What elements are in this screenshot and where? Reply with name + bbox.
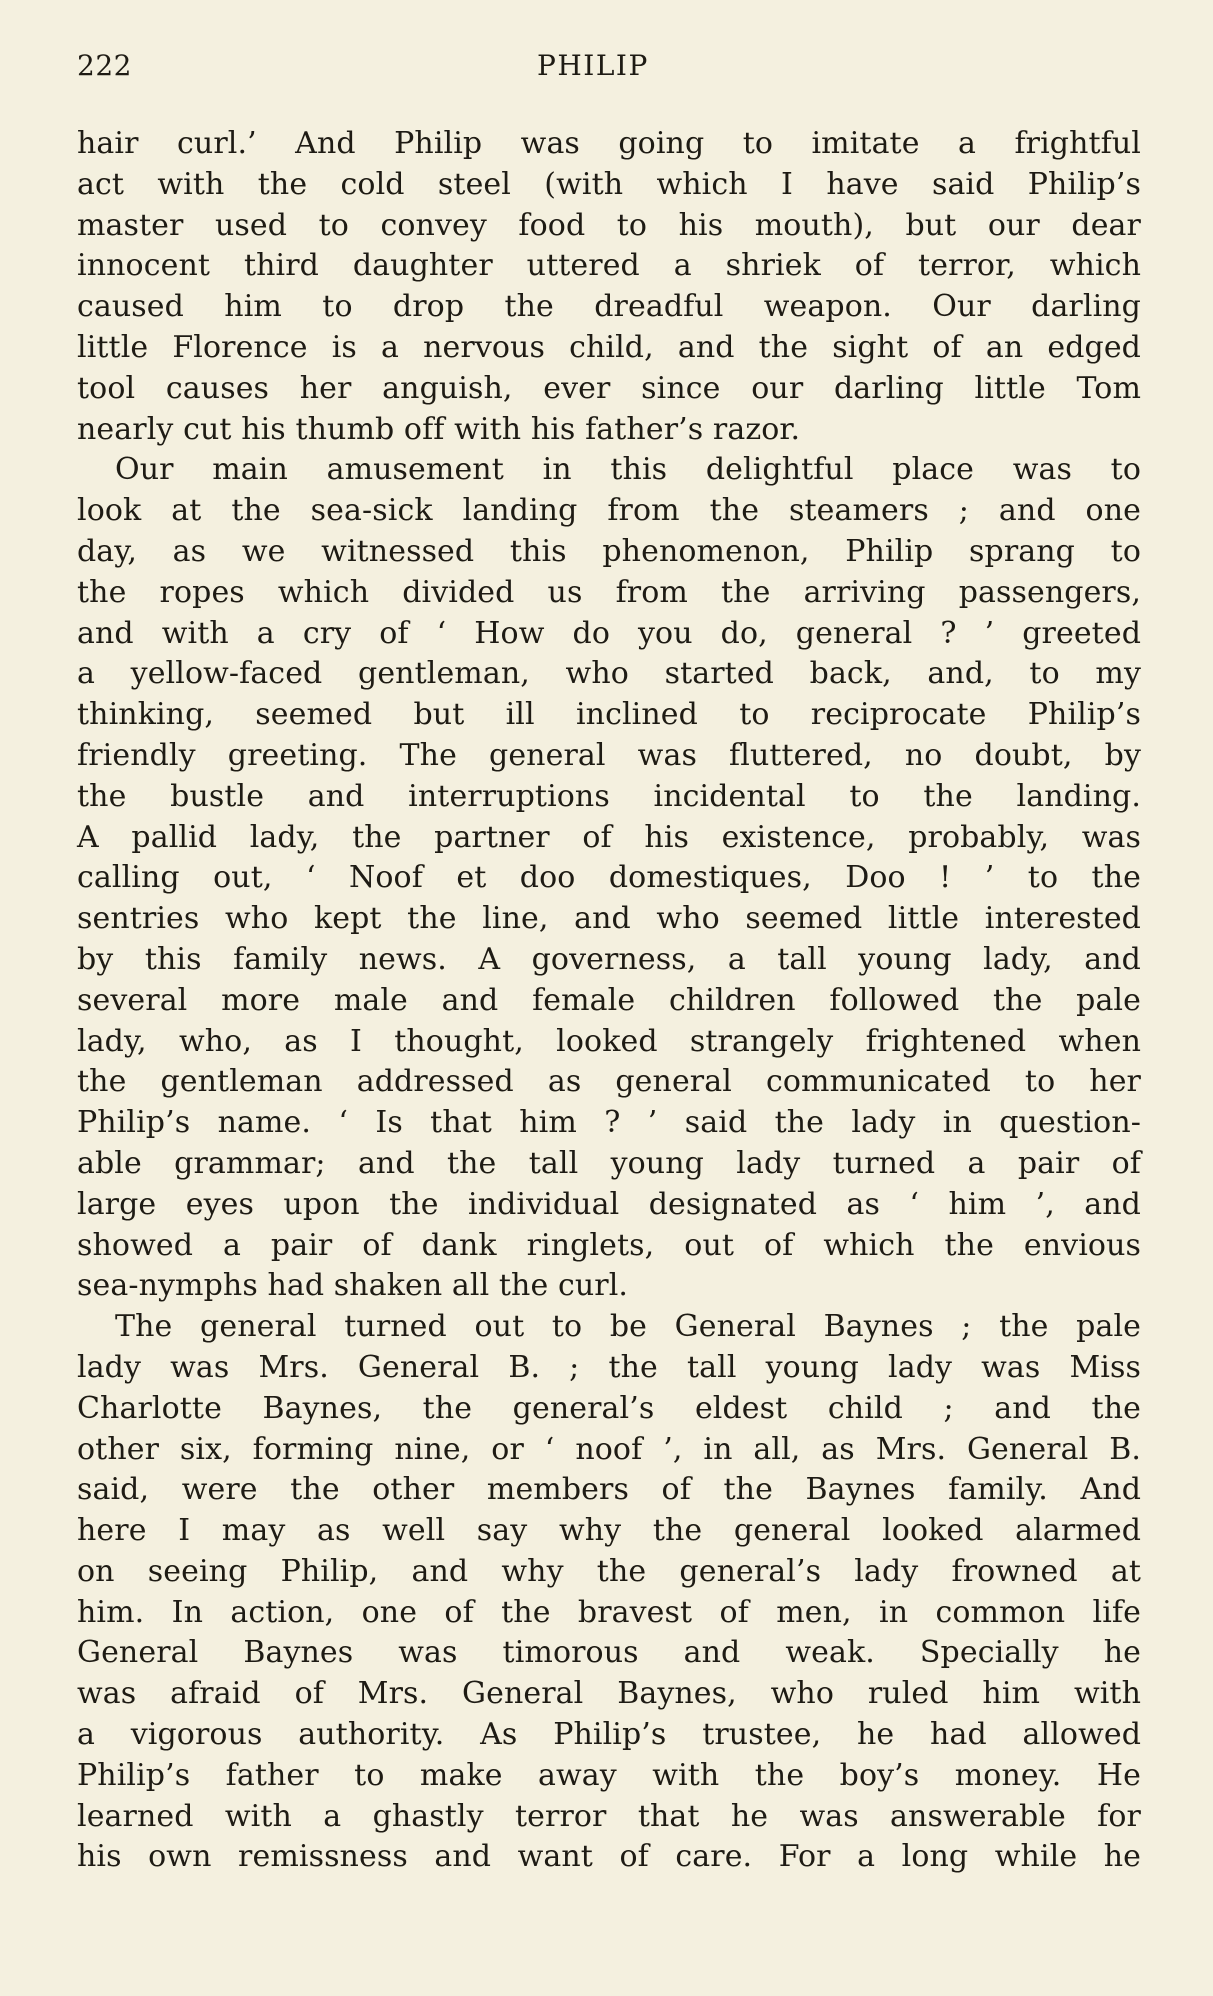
page-number: 222 [77,49,132,82]
text-line: learned with a ghastly terror that he was answerable for [77,1798,1141,1834]
text-line: General Baynes was timorous and weak. Specially he [77,1635,1141,1671]
text-line: lady, who, as I thought, looked strangely frightened when [77,1023,1141,1059]
body-text [77,124,1141,1878]
text-line: the ropes which divided us from the arriving passengers, [77,574,1141,610]
paragraph [77,450,1141,1307]
text-line: said, were the other members of the Baynes family. And [77,1472,1141,1508]
text-line: Philip’s name. ‘ Is that him ? ’ said the lady in question- [77,1105,1141,1141]
text-line: was afraid of Mrs. General Baynes, who ruled him with [77,1676,1141,1712]
text-line: caused him to drop the dreadful weapon. Our darling [77,289,1141,325]
text-line: a vigorous authority. As Philip’s trustee, he had allowed [77,1717,1141,1753]
text-line: thinking, seemed but ill inclined to reciprocate Philip’s [77,697,1141,733]
text-line: day, as we witnessed this phenomenon, Philip sprang to [77,533,1141,569]
running-head [77,46,1141,86]
text-line: several more male and female children followed the pale [77,982,1141,1018]
text-line: tool causes her anguish, ever since our darling little Tom [77,370,1141,406]
text-line: nearly cut his thumb off with his father’s razor. [77,411,801,447]
text-line: sea-nymphs had shaken all the curl. [77,1268,629,1304]
text-line: Philip’s father to make away with the boy’s money. He [77,1757,1141,1793]
text-line: showed a pair of dank ringlets, out of which the envious [77,1227,1141,1263]
text-line: large eyes upon the individual designated as ‘ him ’, and [77,1186,1141,1222]
text-line: a yellow-faced gentleman, who started back, and, to my [77,656,1141,692]
text-line: The general turned out to be General Baynes ; the pale [115,1309,1141,1345]
text-line: look at the sea-sick landing from the steamers ; and one [77,493,1141,529]
text-line: Charlotte Baynes, the general’s eldest child ; and the [77,1390,1141,1426]
paragraph [77,1307,1141,1878]
text-line: other six, forming nine, or ‘ noof ’, in all, as Mrs. General B. [77,1431,1141,1467]
text-line: friendly greeting. The general was fluttered, no doubt, by [77,737,1141,773]
text-line: on seeing Philip, and why the general’s lady frowned at [77,1553,1141,1589]
text-line: his own remissness and want of care. For a long while he [77,1839,1141,1875]
text-line: him. In action, one of the bravest of men, in common life [77,1594,1141,1630]
text-line: master used to convey food to his mouth), but our dear [77,207,1141,243]
text-line: here I may as well say why the general looked alarmed [77,1513,1141,1549]
text-line: sentries who kept the line, and who seemed little interested [77,901,1141,937]
text-line: the gentleman addressed as general communicated to her [77,1064,1141,1100]
text-line: the bustle and interruptions incidental to the landing. [77,778,1141,814]
text-line: by this family news. A governess, a tall young lady, and [77,941,1141,977]
text-line: hair curl.’ And Philip was going to imitate a frightful [77,126,1141,161]
text-line: lady was Mrs. General B. ; the tall young lady was Miss [77,1349,1141,1385]
text-line: A pallid lady, the partner of his existence, probably, was [77,819,1141,855]
running-title: PHILIP [537,49,649,82]
text-line: calling out, ‘ Noof et doo domestiques, Doo ! ’ to the [77,860,1141,896]
text-line: innocent third daughter uttered a shriek of terror, which [77,248,1141,284]
paragraph [77,124,1141,450]
text-line: act with the cold steel (with which I have said Philip’s [77,166,1141,202]
text-line: Our main amusement in this delightful place was to [115,452,1141,488]
text-line: and with a cry of ‘ How do you do, general ? ’ greeted [77,615,1141,651]
text-line: able grammar; and the tall young lady turned a pair of [77,1145,1141,1181]
text-line: little Florence is a nervous child, and the sight of an edged [77,329,1141,365]
